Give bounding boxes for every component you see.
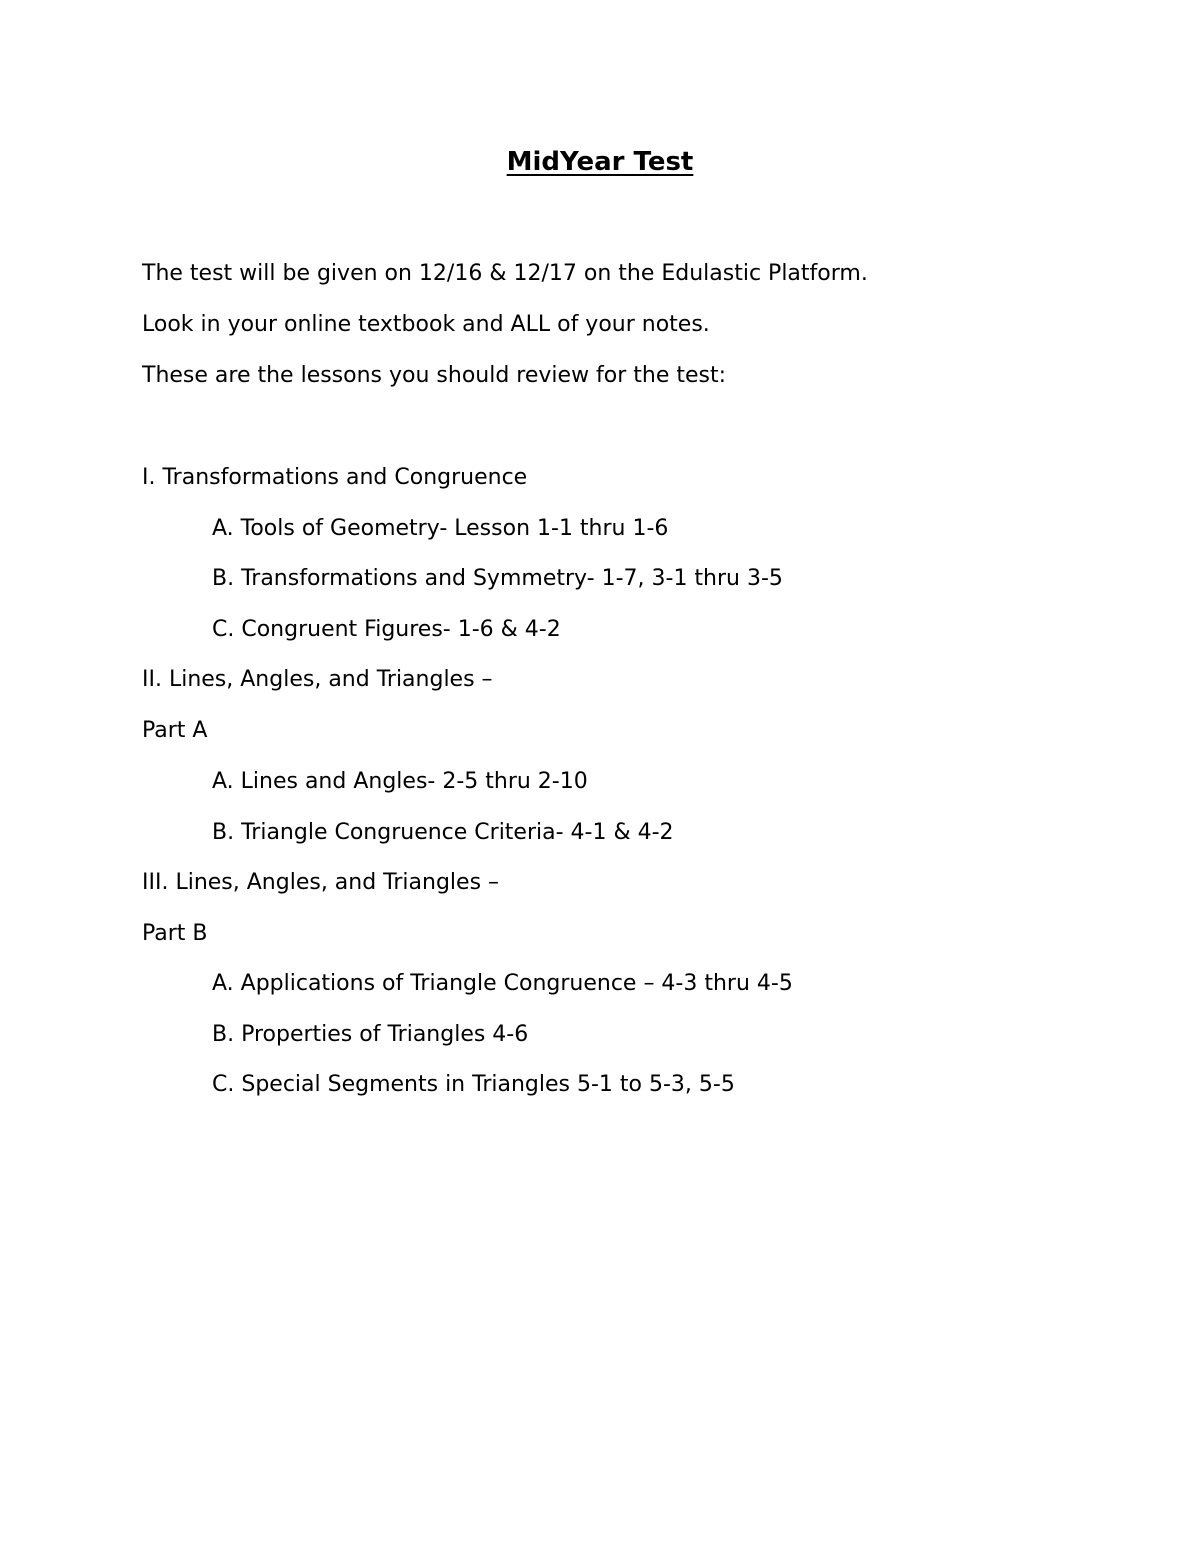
section-2-item-a: A. Lines and Angles- 2-5 thru 2-10 [212,769,588,794]
section-1-item-c: C. Congruent Figures- 1-6 & 4-2 [212,617,561,642]
section-3-item-c: C. Special Segments in Triangles 5-1 to 5-3, 5-5 [212,1072,735,1097]
section-3-part-label: Part B [142,921,208,946]
section-heading-1: I. Transformations and Congruence [142,465,528,490]
section-heading-3: III. Lines, Angles, and Triangles – [142,870,500,895]
section-1-item-b: B. Transformations and Symmetry- 1-7, 3-1 thru 3-5 [212,566,783,591]
intro-line-study-materials: Look in your online textbook and ALL of your notes. [142,312,710,337]
section-2-part-label: Part A [142,718,208,743]
intro-line-review-lessons: These are the lessons you should review for the test: [142,363,727,388]
section-heading-2: II. Lines, Angles, and Triangles – [142,667,493,692]
section-3-item-b: B. Properties of Triangles 4-6 [212,1022,529,1047]
intro-line-test-date: The test will be given on 12/16 & 12/17 on the Edulastic Platform. [142,261,868,286]
section-2-item-b: B. Triangle Congruence Criteria- 4-1 & 4-2 [212,820,674,845]
page-title: MidYear Test [506,147,694,177]
section-1-item-a: A. Tools of Geometry- Lesson 1-1 thru 1-6 [212,516,669,541]
section-3-item-a: A. Applications of Triangle Congruence – 4-3 thru 4-5 [212,971,793,996]
